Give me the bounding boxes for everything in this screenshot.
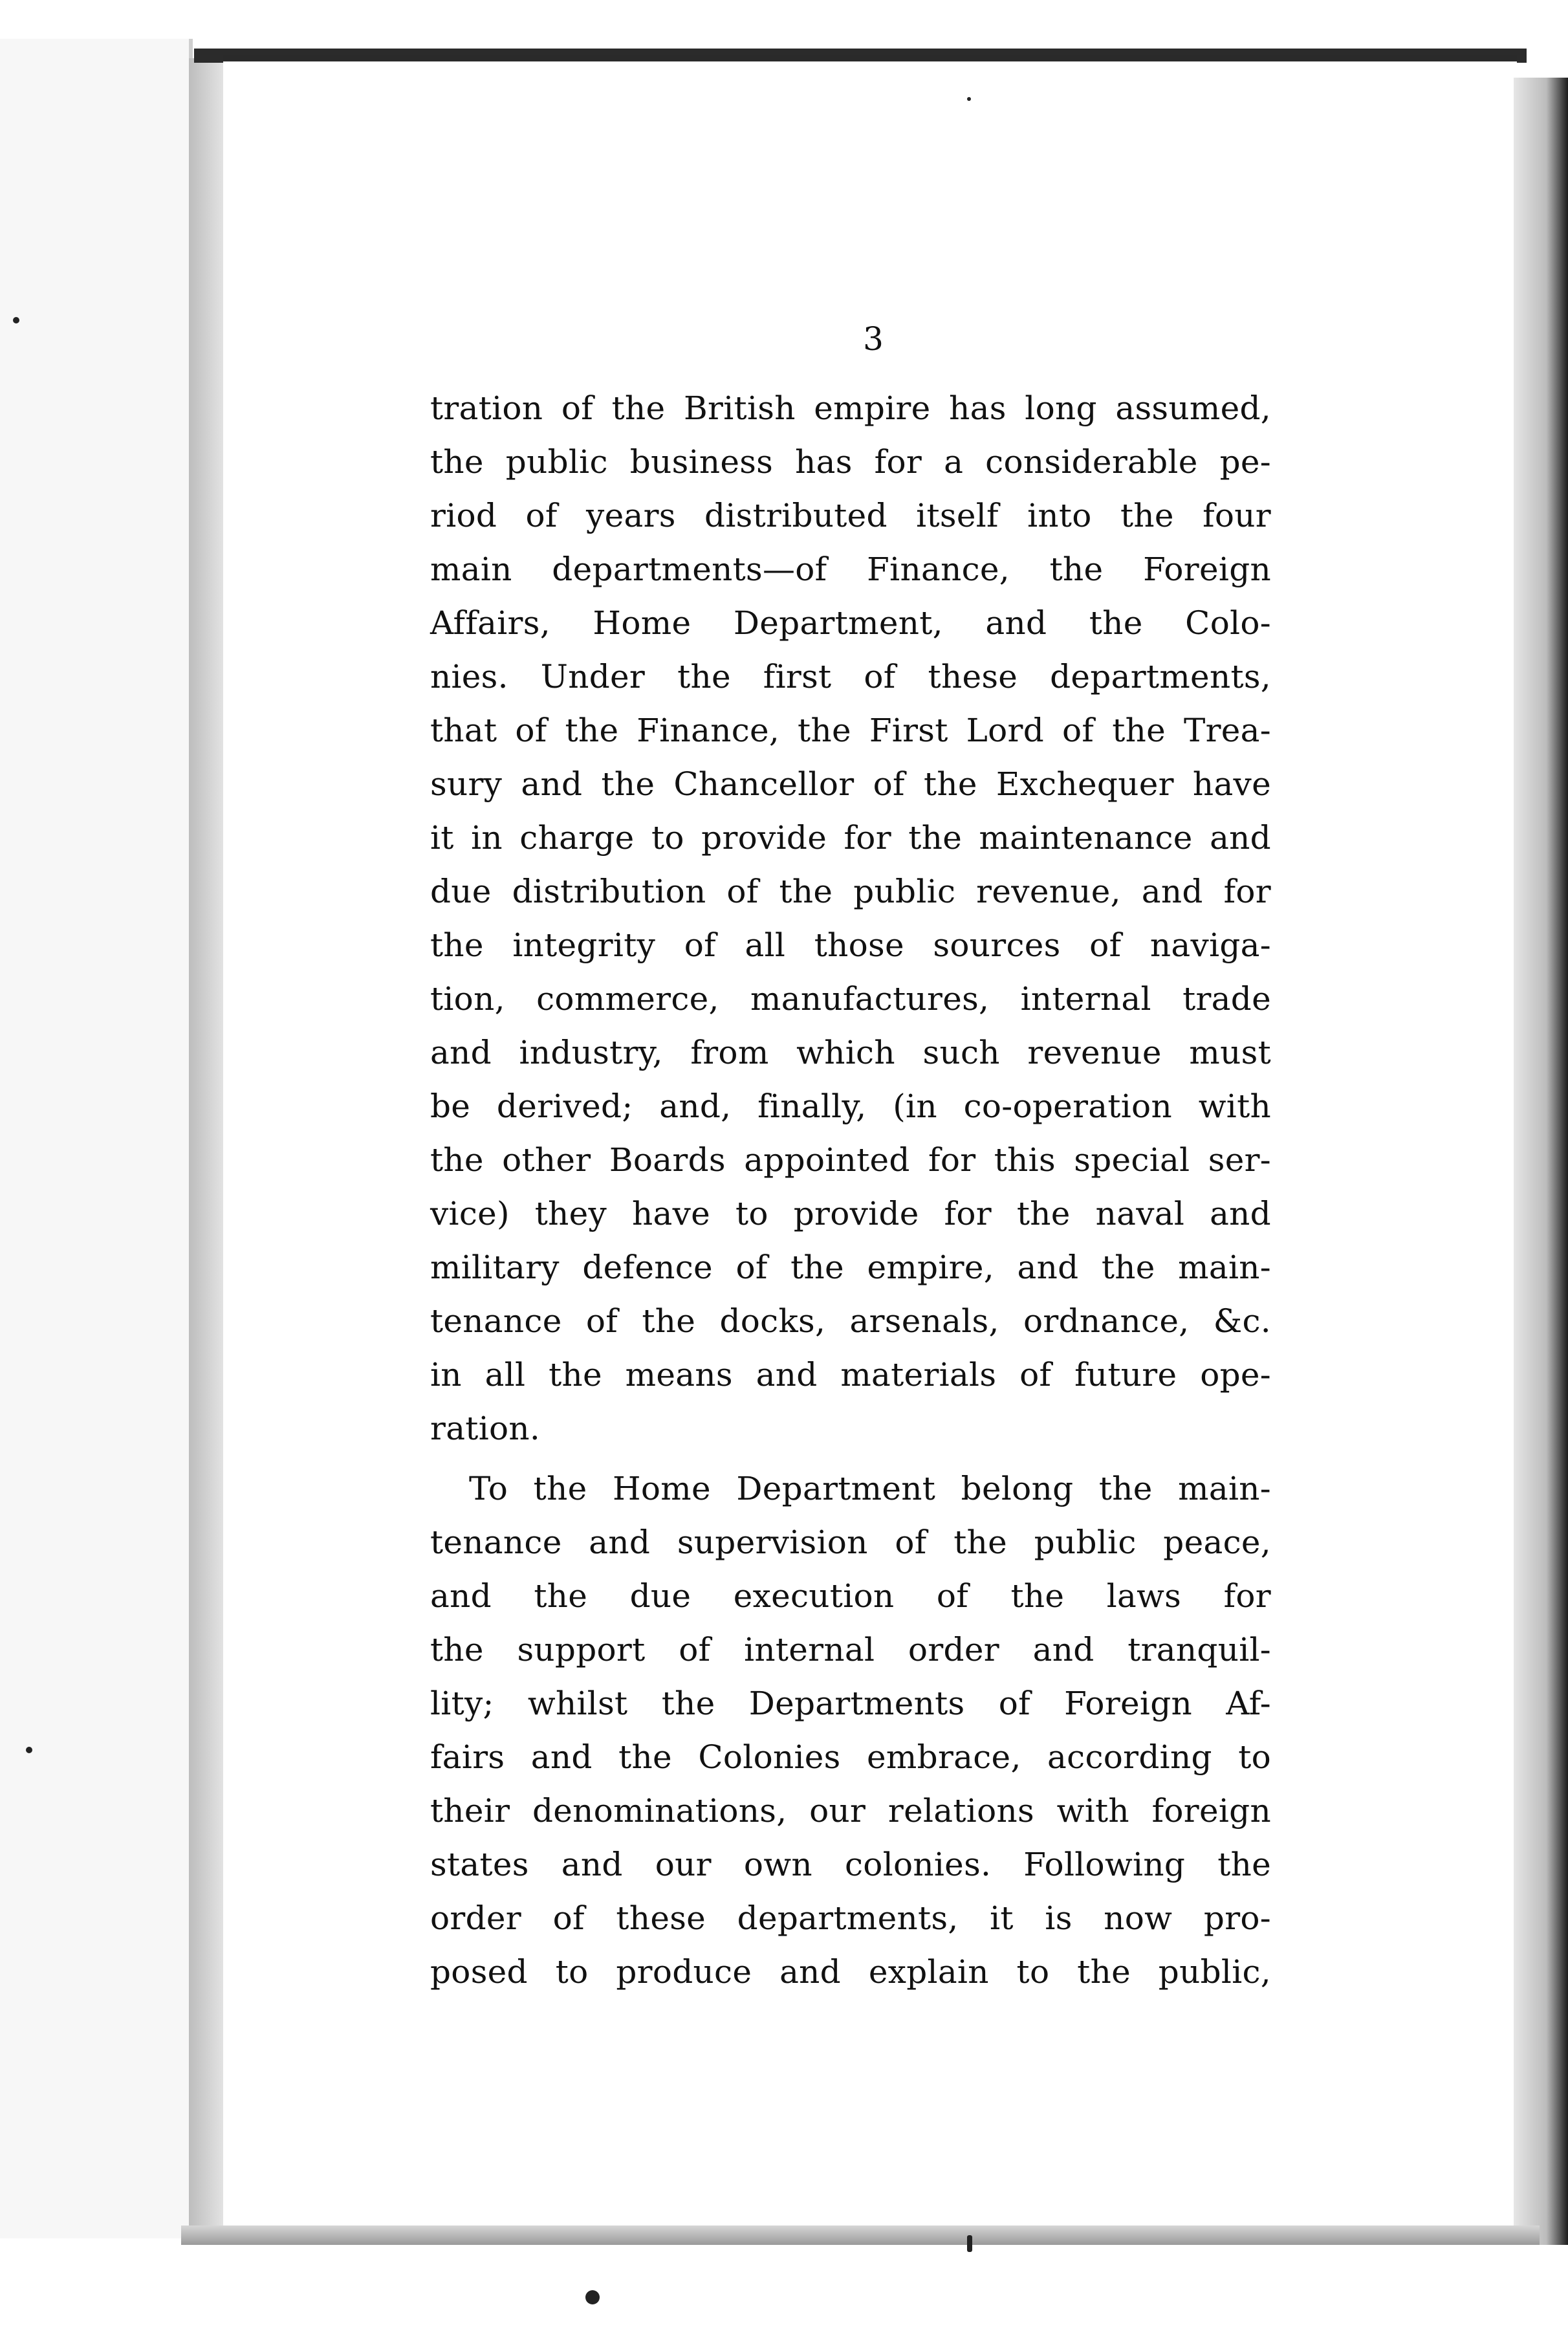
text-line: military defence of the empire, and the main- <box>430 1249 1271 1286</box>
paragraph <box>430 382 1271 1456</box>
page-fore-edge <box>1514 78 1568 2251</box>
text-line: fairs and the Colonies embrace, according to <box>430 1738 1271 1776</box>
text-line: and the due execution of the laws for <box>430 1577 1271 1615</box>
text-line: To the Home Department belong the main- <box>469 1470 1271 1507</box>
text-line: the other Boards appointed for this special ser- <box>430 1141 1271 1179</box>
text-line: vice) they have to provide for the naval and <box>430 1195 1271 1232</box>
text-line: tenance and supervision of the public peace, <box>430 1524 1271 1561</box>
body-text <box>430 382 1271 1999</box>
text-line: sury and the Chancellor of the Exchequer have <box>430 765 1271 803</box>
page-bottom-edge <box>181 2225 1540 2245</box>
scan-top-edge <box>0 0 1568 55</box>
text-line: tenance of the docks, arsenals, ordnance, &c. <box>430 1302 1271 1340</box>
text-line: it in charge to provide for the maintenance and <box>430 819 1271 857</box>
scan-speck <box>967 97 971 101</box>
text-line: order of these departments, it is now pro- <box>430 1899 1271 1937</box>
scan-speck <box>967 2235 972 2252</box>
text-line: in all the means and materials of future ope- <box>430 1356 1271 1394</box>
text-line: their denominations, our relations with foreign <box>430 1792 1271 1830</box>
page-number: 3 <box>863 320 884 358</box>
text-line: states and our own colonies. Following the <box>430 1846 1271 1883</box>
paragraph <box>430 1462 1271 1999</box>
text-line: nies. Under the first of these departments, <box>430 658 1271 695</box>
text-line: be derived; and, finally, (in co-operation with <box>430 1088 1271 1125</box>
text-line: posed to produce and explain to the public, <box>430 1953 1271 1991</box>
scan-bottom-margin <box>0 2245 1568 2329</box>
text-line: ration. <box>430 1410 541 1447</box>
scan-speck <box>13 317 19 323</box>
text-line: the support of internal order and tranquil- <box>430 1631 1271 1668</box>
text-line: Affairs, Home Department, and the Colo- <box>430 604 1271 642</box>
text-line: and industry, from which such revenue must <box>430 1034 1271 1071</box>
text-line: due distribution of the public revenue, and for <box>430 873 1271 910</box>
text-line: riod of years distributed itself into the four <box>430 497 1271 534</box>
text-line: tion, commerce, manufactures, internal trade <box>430 980 1271 1018</box>
text-line: the integrity of all those sources of naviga- <box>430 926 1271 964</box>
scan-speck <box>26 1747 32 1753</box>
text-line: lity; whilst the Departments of Foreign Af- <box>430 1685 1271 1722</box>
text-line: the public business has for a considerable pe- <box>430 443 1271 481</box>
scan-speck <box>585 2290 600 2304</box>
text-line: tration of the British empire has long assumed, <box>430 389 1271 427</box>
text-line: main departments—of Finance, the Foreign <box>430 551 1271 588</box>
facing-page-edge <box>0 39 193 2238</box>
text-line: that of the Finance, the First Lord of the Trea- <box>430 712 1271 749</box>
